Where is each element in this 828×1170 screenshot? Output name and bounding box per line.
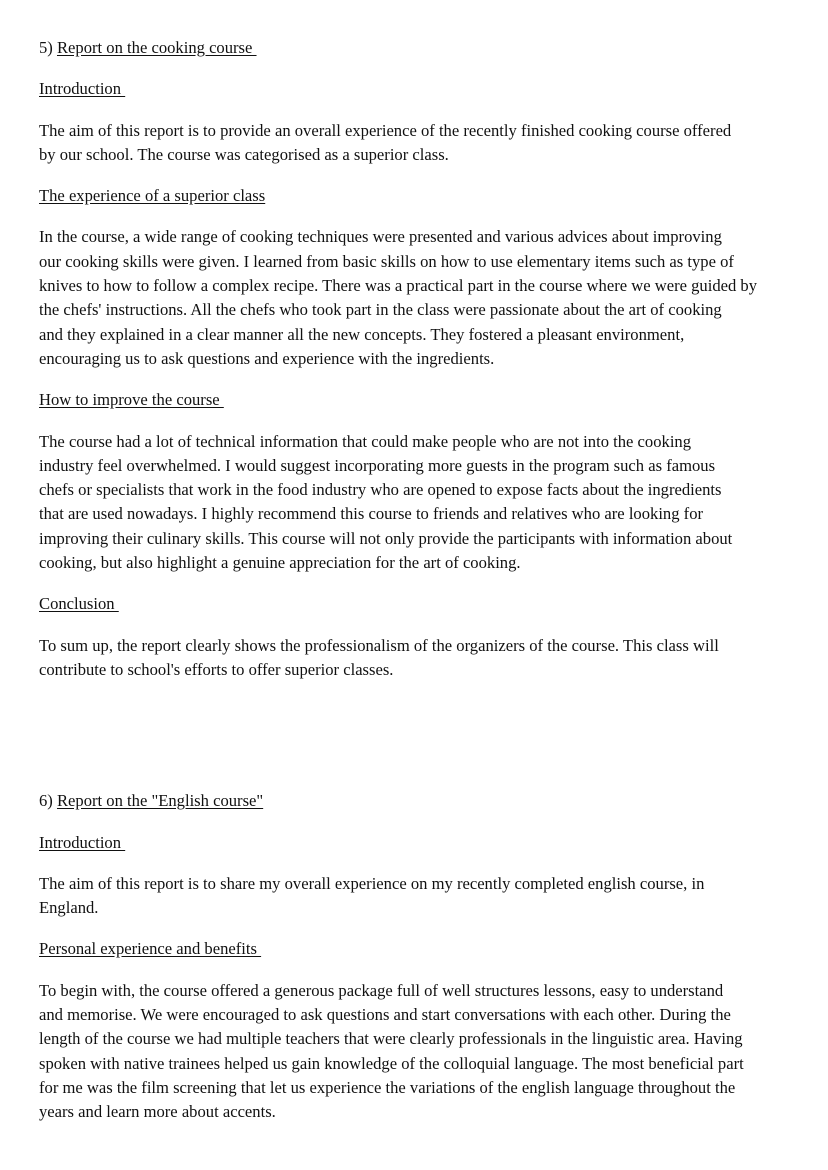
subheading <box>39 77 808 101</box>
paragraph-line: cooking, but also highlight a genuine appreciation for the art of cooking. <box>39 553 521 573</box>
paragraph-line: years and learn more about accents. <box>39 1102 276 1122</box>
report-section <box>39 36 808 682</box>
paragraph-line: by our school. The course was categorised as a superior class. <box>39 144 449 164</box>
subheading <box>39 592 808 616</box>
section-title <box>39 36 808 60</box>
paragraph-line: and they explained in a clear manner all the new concepts. They fostered a pleasant environment, <box>39 324 685 344</box>
subheading <box>39 831 808 855</box>
subheading-text: Introduction <box>39 79 126 99</box>
paragraph-line: contribute to school's efforts to offer superior classes. <box>39 659 394 679</box>
subheading-text: How to improve the course <box>39 390 224 410</box>
subheading <box>39 184 808 208</box>
paragraph-line: the chefs' instructions. All the chefs who took part in the class were passionate about the art of cooking <box>39 300 722 320</box>
paragraph <box>39 225 808 371</box>
document-page <box>39 36 808 1142</box>
subheading-text: Conclusion <box>39 594 119 614</box>
paragraph-line: for me was the film screening that let us experience the variations of the english language throughout the <box>39 1077 736 1097</box>
paragraph-line: The aim of this report is to provide an overall experience of the recently finished cooking course offered <box>39 120 732 140</box>
paragraph-line: our cooking skills were given. I learned from basic skills on how to use elementary items such as type of <box>39 251 734 271</box>
paragraph <box>39 979 808 1125</box>
section-number: 5) <box>39 38 53 57</box>
section-title-text: Report on the "English course" <box>56 791 264 811</box>
section-title-text: Report on the cooking course <box>56 38 257 57</box>
paragraph-line: and memorise. We were encouraged to ask questions and start conversations with each other. During the <box>39 1005 731 1025</box>
paragraph-line: chefs or specialists that work in the food industry who are opened to expose facts about the ingredients <box>39 480 722 500</box>
subheading-text: Introduction <box>39 832 126 852</box>
paragraph <box>39 430 808 576</box>
paragraph <box>39 872 808 921</box>
section-number: 6) <box>39 791 53 811</box>
paragraph-line: To sum up, the report clearly shows the professionalism of the organizers of the course. This class will <box>39 635 719 655</box>
paragraph <box>39 634 808 683</box>
paragraph <box>39 119 808 168</box>
paragraph-line: The aim of this report is to share my overall experience on my recently completed english course, in <box>39 873 705 893</box>
paragraph-line: In the course, a wide range of cooking techniques were presented and various advices about improving <box>39 227 722 247</box>
report-section <box>39 789 808 1124</box>
paragraph-line: encouraging us to ask questions and experience with the ingredients. <box>39 348 495 368</box>
paragraph-line: To begin with, the course offered a generous package full of well structures lessons, easy to understand <box>39 980 724 1000</box>
paragraph-line: improving their culinary skills. This course will not only provide the participants with information about <box>39 528 733 548</box>
paragraph-line: length of the course we had multiple teachers that were clearly professionals in the linguistic area. Having <box>39 1029 743 1049</box>
paragraph-line: that are used nowadays. I highly recommend this course to friends and relatives who are looking for <box>39 504 704 524</box>
paragraph-line: knives to how to follow a complex recipe. There was a practical part in the course where we were guided by <box>39 276 758 296</box>
section-title <box>39 789 808 813</box>
subheading <box>39 937 808 961</box>
subheading-text: The experience of a superior class <box>39 186 266 206</box>
paragraph-line: industry feel overwhelmed. I would suggest incorporating more guests in the program such as famous <box>39 455 716 475</box>
paragraph-line: England. <box>39 898 99 918</box>
subheading <box>39 388 808 412</box>
paragraph-line: spoken with native trainees helped us gain knowledge of the colloquial language. The most beneficial part <box>39 1053 744 1073</box>
subheading-text: Personal experience and benefits <box>39 939 262 959</box>
paragraph-line: The course had a lot of technical information that could make people who are not into the cooking <box>39 431 692 451</box>
